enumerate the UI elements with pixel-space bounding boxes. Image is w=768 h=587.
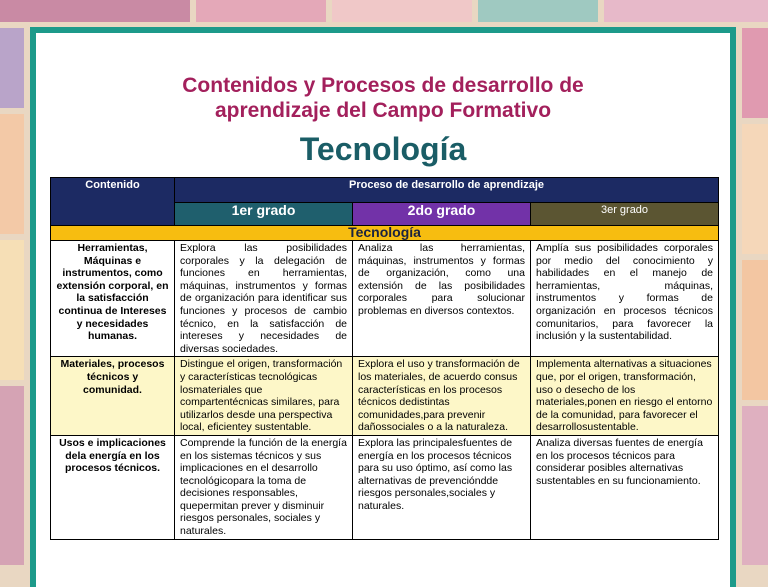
bg-tile <box>332 0 472 22</box>
subject-heading: Tecnología <box>299 131 467 167</box>
row-grade-1: Explora las posibilidades corporales y la delegación de funciones en herramientas, máquinas, instrumentos y formas de organización para identificar sus funciones y procesos de cambio técnico, en la satisfacción de intereses y necesidades de diversas sociedades. <box>175 241 353 357</box>
header-grade-2: 2do grado <box>353 203 531 226</box>
row-grade-1: Distingue el origen, transformación y características tecnológicas losmateriales que compartentécnicas similares, para utilizarlos desde una perspectiva local, eficientey sustentable. <box>175 357 353 436</box>
table-row <box>51 241 719 357</box>
bg-tile <box>0 0 190 22</box>
row-content: Herramientas, Máquinas e instrumentos, como extensión corporal, en la satisfacción continua de Intereses y necesidades humanas. <box>51 241 175 357</box>
header-grade-1: 1er grado <box>175 203 353 226</box>
bg-tile <box>478 0 598 22</box>
bg-tile <box>0 240 24 380</box>
row-grade-3: Implementa alternativas a situaciones que, por el origen, transformación, uso o desecho de los materiales,ponen en riesgo el entorno de la comunidad, para favorecer el desarrollosustentable. <box>531 357 719 436</box>
table-row <box>51 435 719 539</box>
document-title-line-2: aprendizaje del Campo Formativo <box>214 99 552 122</box>
bg-tile <box>604 0 768 22</box>
header-content: Contenido <box>51 178 175 226</box>
document-title-line-1: Contenidos y Procesos de desarrollo de <box>182 74 584 97</box>
table-row <box>51 357 719 436</box>
bg-tile <box>0 386 24 565</box>
bg-tile <box>0 28 24 108</box>
bg-tile <box>742 260 768 400</box>
curriculum-table <box>50 177 719 540</box>
row-content: Materiales, procesos técnicos y comunidad. <box>51 357 175 436</box>
bg-tile <box>0 114 24 234</box>
row-grade-3: Analiza diversas fuentes de energía en los procesos técnicos para considerar posibles alternativas sustentables en su funcionamiento. <box>531 435 719 539</box>
header-process: Proceso de desarrollo de aprendizaje <box>175 178 719 203</box>
row-grade-2: Explora las principalesfuentes de energía en los procesos técnicos para su uso óptimo, así como las alternativas de prevencióndde riesgos personales,sociales y naturales. <box>353 435 531 539</box>
bg-tile <box>196 0 326 22</box>
document-card <box>30 27 736 587</box>
bg-tile <box>742 124 768 254</box>
row-grade-1: Comprende la función de la energía en los sistemas técnicos y sus implicaciones en el desarrollo tecnológicopara la toma de decisiones responsables, quepermitan prever y disminuir riesgos personales, sociales y naturales. <box>175 435 353 539</box>
section-row: Tecnología <box>51 226 719 241</box>
bg-tile <box>742 28 768 118</box>
row-grade-2: Analiza las herramientas, máquinas, instrumentos y formas de organización, como una extensión de las posibilidades corporales para solucionar problemas en diversos contextos. <box>353 241 531 357</box>
row-content: Usos e implicaciones dela energía en los procesos técnicos. <box>51 435 175 539</box>
bg-tile <box>742 406 768 565</box>
row-grade-3: Amplía sus posibilidades corporales por medio del conocimiento y habilidades en el manejo de herramientas, máquinas, instrumentos y formas de organización en procesos técnicos comunitarios, para favorecer la inclusión y la sustentabilidad. <box>531 241 719 357</box>
header-grade-3: 3er grado <box>531 203 719 226</box>
row-grade-2: Explora el uso y transformación de los materiales, de acuerdo consus características en los procesos técnicos dedistintas comunidades,para prevenir dañossociales o a la naturaleza. <box>353 357 531 436</box>
